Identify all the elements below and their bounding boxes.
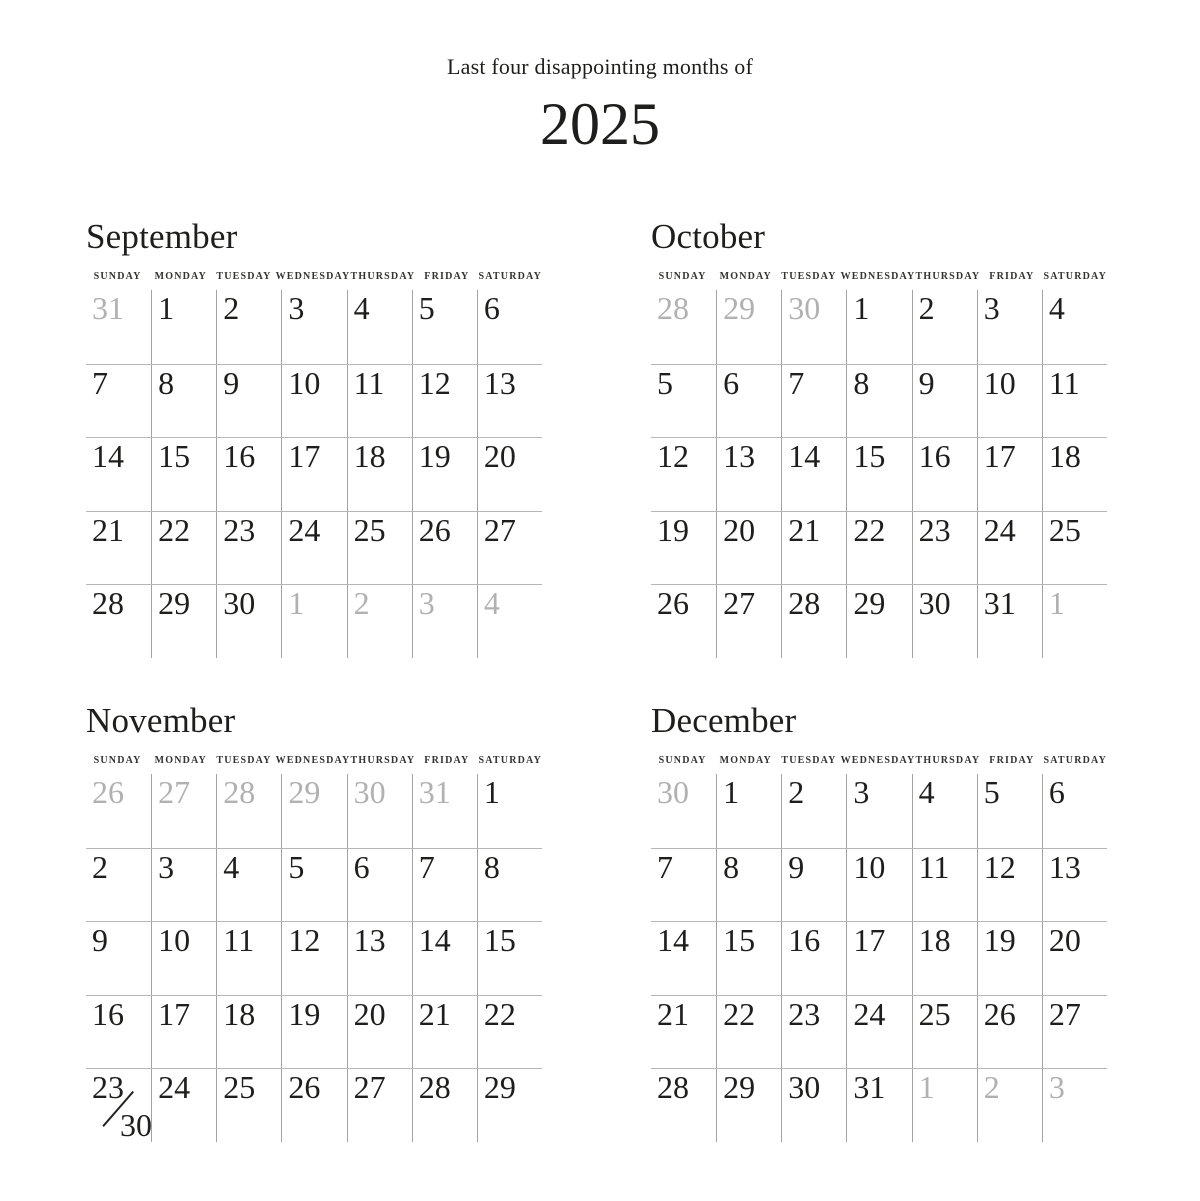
- day-cell: 26: [412, 512, 477, 585]
- day-cell: 25: [216, 1069, 281, 1142]
- month-november: [86, 703, 542, 1142]
- day-cell: 4: [477, 585, 542, 658]
- month-october: [651, 219, 1107, 658]
- day-cell: 25: [912, 996, 977, 1069]
- day-cell: 31: [977, 585, 1042, 658]
- week-row: [651, 290, 1107, 364]
- week-row: [86, 511, 542, 585]
- day-cell: 8: [477, 849, 542, 922]
- day-cell: 23: [781, 996, 846, 1069]
- day-cell: 11: [347, 365, 412, 438]
- month-grid: [651, 290, 1107, 658]
- day-cell: 31: [846, 1069, 911, 1142]
- day-cell: 8: [846, 365, 911, 438]
- day-cell: 15: [477, 922, 542, 995]
- day-cell: 4: [216, 849, 281, 922]
- day-cell: 17: [846, 922, 911, 995]
- week-row: [651, 511, 1107, 585]
- day-cell: 18: [912, 922, 977, 995]
- weekday-label: WEDNESDAY: [840, 271, 916, 282]
- month-september: [86, 219, 542, 658]
- day-cell: 5: [977, 774, 1042, 848]
- day-cell: 19: [657, 511, 689, 548]
- day-cell: 8: [716, 849, 781, 922]
- day-cell: 12: [977, 849, 1042, 922]
- weekday-label: SUNDAY: [93, 755, 142, 766]
- day-cell: 1: [912, 1069, 977, 1142]
- day-cell: 6: [1042, 774, 1107, 848]
- week-row: [651, 364, 1107, 438]
- day-cell: 4: [1042, 290, 1107, 364]
- day-cell: 30: [347, 774, 412, 848]
- day-cell: 28: [657, 290, 689, 326]
- day-cell: 18: [216, 996, 281, 1069]
- week-row: [651, 995, 1107, 1069]
- day-cell: 29: [716, 1069, 781, 1142]
- week-row: [651, 921, 1107, 995]
- day-cell: 7: [781, 365, 846, 438]
- split-day-second: 30: [120, 1107, 152, 1143]
- week-row: [86, 290, 542, 364]
- day-cell: 28: [657, 1069, 689, 1105]
- weekday-label: SATURDAY: [1043, 271, 1107, 282]
- month-title: September: [86, 217, 238, 256]
- day-cell: 26: [92, 774, 124, 810]
- week-row: [651, 848, 1107, 922]
- weekday-row: [651, 755, 1107, 767]
- day-cell: 11: [1042, 365, 1107, 438]
- weekday-label: FRIDAY: [989, 271, 1035, 282]
- day-cell: 28: [781, 585, 846, 658]
- weekday-label: FRIDAY: [989, 755, 1035, 766]
- day-cell: 6: [477, 290, 542, 364]
- weekday-label: SATURDAY: [1043, 755, 1107, 766]
- day-cell: 18: [1042, 438, 1107, 511]
- day-cell: 22: [716, 996, 781, 1069]
- day-cell: 3: [281, 290, 346, 364]
- day-cell: 11: [216, 922, 281, 995]
- day-cell: 10: [846, 849, 911, 922]
- weekday-label: MONDAY: [154, 271, 207, 282]
- day-cell: 2: [977, 1069, 1042, 1142]
- day-cell: 21: [781, 512, 846, 585]
- day-cell: 25: [1042, 512, 1107, 585]
- month-grid: [651, 774, 1107, 1142]
- day-cell: 1: [151, 290, 216, 364]
- day-cell: 11: [912, 849, 977, 922]
- day-cell: 27: [716, 585, 781, 658]
- day-cell: 5: [412, 290, 477, 364]
- day-cell: 30: [781, 1069, 846, 1142]
- day-cell: 28: [412, 1069, 477, 1142]
- day-cell: 10: [977, 365, 1042, 438]
- day-cell: 5: [657, 364, 673, 401]
- day-cell: 14: [657, 922, 689, 958]
- weekday-label: TUESDAY: [216, 755, 272, 766]
- day-cell: 2: [781, 774, 846, 848]
- week-row: [86, 584, 542, 658]
- day-cell: 23: [912, 512, 977, 585]
- day-cell: 6: [716, 365, 781, 438]
- day-cell: 9: [216, 365, 281, 438]
- day-cell: 24: [977, 512, 1042, 585]
- week-row: [651, 774, 1107, 848]
- weekday-label: TUESDAY: [781, 755, 837, 766]
- day-cell: 7: [657, 848, 673, 885]
- day-cell: 28: [92, 585, 124, 621]
- day-cell: 20: [1042, 922, 1107, 995]
- week-row: [86, 774, 542, 848]
- month-grid: [86, 290, 542, 658]
- day-cell: 6: [347, 849, 412, 922]
- day-cell: 29: [846, 585, 911, 658]
- day-cell: 21: [657, 995, 689, 1032]
- weekday-label: FRIDAY: [424, 755, 470, 766]
- day-cell: 13: [347, 922, 412, 995]
- day-cell: 12: [657, 438, 689, 474]
- day-cell: 28: [216, 774, 281, 848]
- day-cell: 18: [347, 438, 412, 511]
- day-cell: 13: [477, 365, 542, 438]
- weekday-label: TUESDAY: [216, 271, 272, 282]
- weekday-label: THURSDAY: [915, 755, 981, 766]
- day-cell: 8: [151, 365, 216, 438]
- day-cell: 10: [281, 365, 346, 438]
- weekday-label: THURSDAY: [915, 271, 981, 282]
- split-day-first: 23: [92, 1069, 124, 1105]
- day-cell: 17: [977, 438, 1042, 511]
- day-cell: 30: [912, 585, 977, 658]
- day-cell: 3: [977, 290, 1042, 364]
- month-title: November: [86, 701, 236, 740]
- day-cell: 15: [151, 438, 216, 511]
- day-cell: 2: [216, 290, 281, 364]
- day-cell: 13: [716, 438, 781, 511]
- day-cell: 29: [716, 290, 781, 364]
- week-row: [86, 921, 542, 995]
- day-cell: 21: [412, 996, 477, 1069]
- day-cell: 14: [92, 438, 124, 474]
- day-cell: 21: [92, 511, 124, 548]
- day-cell: 5: [281, 849, 346, 922]
- weekday-label: FRIDAY: [424, 271, 470, 282]
- day-cell: 4: [912, 774, 977, 848]
- weekday-label: WEDNESDAY: [275, 271, 351, 282]
- week-row: [86, 364, 542, 438]
- day-cell: 22: [151, 512, 216, 585]
- day-cell: 30: [657, 774, 689, 810]
- day-cell: 26: [281, 1069, 346, 1142]
- day-cell: 20: [347, 996, 412, 1069]
- day-cell: 22: [477, 996, 542, 1069]
- day-cell: 1: [477, 774, 542, 848]
- day-cell: 25: [347, 512, 412, 585]
- weekday-label: MONDAY: [719, 755, 772, 766]
- day-cell: 27: [151, 774, 216, 848]
- day-cell: 14: [412, 922, 477, 995]
- day-cell: 4: [347, 290, 412, 364]
- weekday-label: THURSDAY: [350, 755, 416, 766]
- day-cell: 2: [92, 848, 108, 885]
- day-cell: 3: [1042, 1069, 1107, 1142]
- week-row: [86, 1068, 542, 1142]
- page-subtitle: Last four disappointing months of: [446, 54, 754, 79]
- day-cell: 16: [216, 438, 281, 511]
- day-cell: 26: [977, 996, 1042, 1069]
- weekday-label: SUNDAY: [93, 271, 142, 282]
- weekday-label: MONDAY: [154, 755, 207, 766]
- day-cell: 27: [477, 512, 542, 585]
- weekday-row: [86, 271, 542, 283]
- day-cell: 29: [477, 1069, 542, 1142]
- day-cell: 12: [281, 922, 346, 995]
- day-cell: 19: [412, 438, 477, 511]
- month-grid: [86, 774, 542, 1142]
- day-cell: 7: [92, 364, 108, 401]
- day-cell: 20: [716, 512, 781, 585]
- day-cell: 2: [347, 585, 412, 658]
- weekday-label: WEDNESDAY: [840, 755, 916, 766]
- day-cell: 15: [716, 922, 781, 995]
- weekday-label: TUESDAY: [781, 271, 837, 282]
- day-cell: 24: [846, 996, 911, 1069]
- day-cell: 9: [912, 365, 977, 438]
- day-cell: 7: [412, 849, 477, 922]
- day-cell: 19: [281, 996, 346, 1069]
- day-cell: 12: [412, 365, 477, 438]
- day-cell: 26: [657, 585, 689, 621]
- day-cell: [86, 1069, 151, 1142]
- day-cell: 1: [846, 290, 911, 364]
- week-row: [86, 848, 542, 922]
- weekday-label: MONDAY: [719, 271, 772, 282]
- day-cell: 16: [92, 995, 124, 1032]
- day-cell: 23: [216, 512, 281, 585]
- day-cell: 1: [281, 585, 346, 658]
- weekday-row: [651, 271, 1107, 283]
- day-cell: 30: [216, 585, 281, 658]
- day-cell: 9: [781, 849, 846, 922]
- day-cell: 20: [477, 438, 542, 511]
- month-title: October: [651, 217, 766, 256]
- day-cell: 1: [1042, 585, 1107, 658]
- day-cell: 14: [781, 438, 846, 511]
- day-cell: 27: [1042, 996, 1107, 1069]
- day-cell: 29: [151, 585, 216, 658]
- weekday-label: THURSDAY: [350, 271, 416, 282]
- day-cell: 2: [912, 290, 977, 364]
- week-row: [651, 1068, 1107, 1142]
- day-cell: 3: [151, 849, 216, 922]
- day-cell: 17: [281, 438, 346, 511]
- day-cell: 16: [781, 922, 846, 995]
- day-cell: 1: [716, 774, 781, 848]
- week-row: [86, 995, 542, 1069]
- week-row: [86, 437, 542, 511]
- weekday-row: [86, 755, 542, 767]
- day-cell: 9: [92, 922, 108, 958]
- day-cell: 29: [281, 774, 346, 848]
- weekday-label: SUNDAY: [658, 271, 707, 282]
- day-cell: 24: [151, 1069, 216, 1142]
- weekday-label: WEDNESDAY: [275, 755, 351, 766]
- day-cell: 31: [412, 774, 477, 848]
- day-cell: 10: [151, 922, 216, 995]
- weekday-label: SUNDAY: [658, 755, 707, 766]
- month-title: December: [651, 701, 797, 740]
- day-cell: 22: [846, 512, 911, 585]
- weekday-label: SATURDAY: [478, 755, 542, 766]
- month-december: [651, 703, 1107, 1142]
- day-cell: 13: [1042, 849, 1107, 922]
- day-cell: 30: [781, 290, 846, 364]
- week-row: [651, 584, 1107, 658]
- day-cell: 31: [92, 290, 124, 326]
- page-year: 2025: [540, 91, 660, 157]
- day-cell: 24: [281, 512, 346, 585]
- day-cell: 19: [977, 922, 1042, 995]
- weekday-label: SATURDAY: [478, 271, 542, 282]
- day-cell: 3: [412, 585, 477, 658]
- day-cell: 27: [347, 1069, 412, 1142]
- week-row: [651, 437, 1107, 511]
- day-cell: 15: [846, 438, 911, 511]
- day-cell: 3: [846, 774, 911, 848]
- day-cell: 16: [912, 438, 977, 511]
- day-cell: 17: [151, 996, 216, 1069]
